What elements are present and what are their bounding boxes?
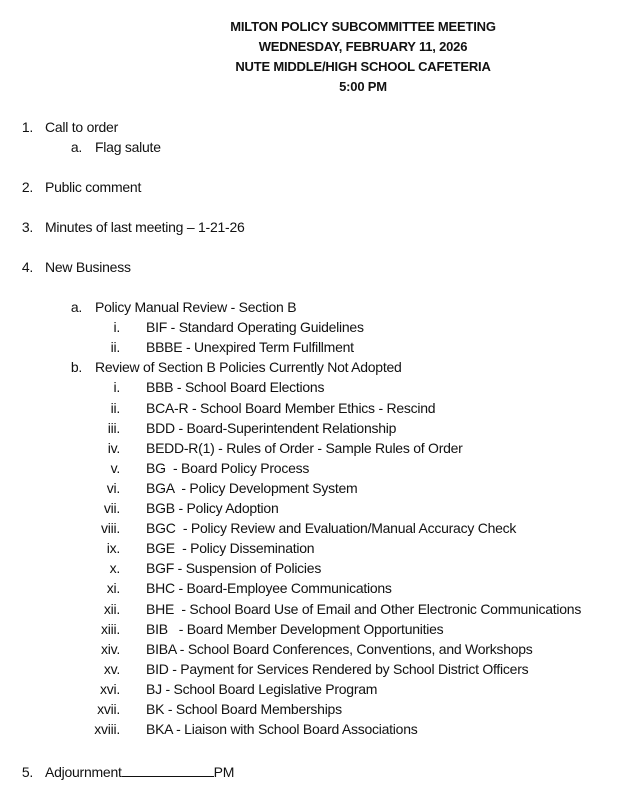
item-number: ix. [106, 540, 120, 557]
item-text: Call to order [45, 119, 119, 135]
item-number: vii. [103, 500, 120, 516]
adjournment-time-blank [122, 762, 214, 777]
item-text: BBBE - Unexpired Term Fulfillment [146, 339, 354, 356]
item-number: 4. [21, 259, 33, 275]
item-number: i. [113, 319, 120, 336]
item-text: BIF - Standard Operating Guidelines [146, 319, 364, 336]
item-number: xi. [106, 580, 120, 597]
meeting-date: WEDNESDAY, FEBRUARY 11, 2026 [258, 39, 468, 54]
item-number: xv. [103, 660, 120, 677]
item-text: BDD - Board-Superintendent Relationship [146, 419, 397, 436]
item-number: 1. [21, 119, 33, 135]
item-text: BJ - School Board Legislative Program [146, 680, 378, 697]
item-number: xiii. [101, 620, 120, 637]
item-number: xviii. [94, 721, 120, 738]
item-text: BGB - Policy Adoption [146, 500, 279, 516]
item-text: BKA - Liaison with School Board Associations [146, 721, 418, 738]
meeting-title: MILTON POLICY SUBCOMMITTEE MEETING [230, 19, 496, 34]
item-number: b. [70, 359, 82, 376]
item-number: xii. [103, 600, 120, 617]
item-number: 2. [21, 179, 33, 195]
item-number: x. [109, 560, 120, 577]
item-text: BG - Board Policy Process [146, 459, 310, 476]
item-text: BHE - School Board Use of Email and Other Electronic Communications [146, 600, 582, 617]
item-number: viii. [101, 520, 120, 537]
item-text: BGE - Policy Dissemination [146, 540, 315, 557]
item-text: BBB - School Board Elections [146, 379, 325, 396]
item-text: Public comment [45, 179, 142, 195]
item-number: ii. [110, 339, 120, 356]
item-text: New Business [45, 259, 131, 275]
item-text: BGA - Policy Development System [146, 479, 358, 496]
item-number: 3. [21, 219, 33, 235]
item-number: xvi. [100, 680, 120, 697]
item-number: 5. [21, 764, 33, 780]
item-number: a. [70, 299, 82, 315]
item-text: BID - Payment for Services Rendered by School District Officers [146, 660, 529, 677]
item-number: iii. [107, 419, 120, 436]
item-text: BIB - Board Member Development Opportunities [146, 620, 444, 637]
item-number: iv. [107, 439, 120, 456]
adjournment-suffix: PM [213, 764, 235, 780]
item-text: Review of Section B Policies Currently Not Adopted [95, 359, 402, 376]
item-number: ii. [110, 399, 120, 416]
item-text: BEDD-R(1) - Rules of Order - Sample Rules of Order [146, 439, 463, 456]
meeting-time: 5:00 PM [339, 79, 387, 94]
item-number: xvii. [97, 701, 120, 717]
item-number: i. [113, 379, 120, 396]
item-text: BGF - Suspension of Policies [146, 560, 322, 577]
item-text: Adjournment [45, 764, 122, 780]
item-text: BGC - Policy Review and Evaluation/Manual Accuracy Check [146, 520, 517, 537]
item-number: vi. [106, 479, 120, 496]
item-text: BHC - Board-Employee Communications [146, 580, 392, 597]
item-text: BK - School Board Memberships [146, 701, 342, 717]
item-number: xiv. [101, 640, 120, 657]
item-number: a. [70, 139, 82, 155]
item-text: BIBA - School Board Conferences, Conventions, and Workshops [146, 640, 533, 657]
item-text: BCA-R - School Board Member Ethics - Rescind [146, 399, 436, 416]
meeting-location: NUTE MIDDLE/HIGH SCHOOL CAFETERIA [235, 59, 491, 74]
item-number: v. [110, 459, 120, 476]
item-text: Flag salute [95, 139, 161, 155]
item-text: Minutes of last meeting – 1-21-26 [45, 219, 245, 235]
item-text: Policy Manual Review - Section B [95, 299, 297, 315]
